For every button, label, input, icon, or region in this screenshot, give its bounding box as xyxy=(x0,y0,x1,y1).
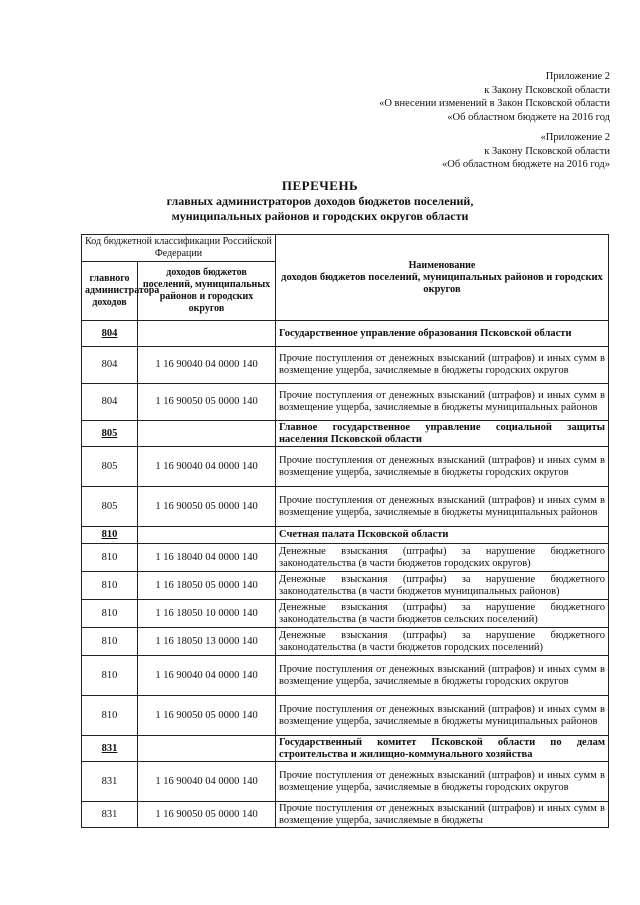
admin-code-cell: 831 xyxy=(82,736,138,762)
document-title xyxy=(0,178,640,224)
revenue-name-cell: Прочие поступления от денежных взысканий (штрафов) и иных сумм в возмещение ущерба, зачисляемые в бюджеты городских округов xyxy=(276,762,609,802)
revenue-code-cell xyxy=(138,527,276,544)
title-line-2: муниципальных районов и городских округов области xyxy=(171,209,469,223)
revenue-name-cell: Прочие поступления от денежных взысканий (штрафов) и иных сумм в возмещение ущерба, зачисляемые в бюджеты муниципальных районов xyxy=(276,384,609,421)
revenue-code-cell: 1 16 18050 10 0000 140 xyxy=(138,600,276,628)
header-name xyxy=(276,235,609,321)
table-row xyxy=(82,572,609,600)
table-row xyxy=(82,347,609,384)
admin-code-cell: 805 xyxy=(82,487,138,527)
appendix-line: Приложение 2 xyxy=(545,71,610,82)
revenue-code-cell: 1 16 90050 05 0000 140 xyxy=(138,487,276,527)
revenue-code-cell: 1 16 90050 05 0000 140 xyxy=(138,802,276,828)
revenue-code-cell xyxy=(138,421,276,447)
appendix-line: «Об областном бюджете на 2016 год» xyxy=(442,159,610,170)
table-row xyxy=(82,696,609,736)
admin-code-cell: 804 xyxy=(82,347,138,384)
admin-code-cell: 831 xyxy=(82,762,138,802)
revenue-name-cell: Денежные взыскания (штрафы) за нарушение бюджетного законодательства (в части бюджетов городских округов) xyxy=(276,544,609,572)
header-admin-code: главного администратора доходов xyxy=(82,262,138,321)
admin-code-cell: 805 xyxy=(82,447,138,487)
header-name-sub: доходов бюджетов поселений, муниципальных районов и городских округов xyxy=(281,271,603,295)
revenue-code-cell: 1 16 90040 04 0000 140 xyxy=(138,656,276,696)
revenue-code-cell: 1 16 90050 05 0000 140 xyxy=(138,696,276,736)
revenue-name-cell: Денежные взыскания (штрафы) за нарушение бюджетного законодательства (в части бюджетов городских поселений) xyxy=(276,628,609,656)
revenue-code-cell xyxy=(138,736,276,762)
table-row xyxy=(82,447,609,487)
revenue-code-cell: 1 16 18040 04 0000 140 xyxy=(138,544,276,572)
revenue-name-cell: Прочие поступления от денежных взысканий (штрафов) и иных сумм в возмещение ущерба, зачисляемые в бюджеты городских округов xyxy=(276,347,609,384)
revenue-name-cell: Прочие поступления от денежных взысканий (штрафов) и иных сумм в возмещение ущерба, зачисляемые в бюджеты муниципальных районов xyxy=(276,487,609,527)
revenue-name-cell: Главное государственное управление социальной защиты населения Псковской области xyxy=(276,421,609,447)
title-line-1: главных администраторов доходов бюджетов поселений, xyxy=(166,194,474,208)
admin-code-cell: 804 xyxy=(82,321,138,347)
admin-code-cell: 810 xyxy=(82,600,138,628)
title-heading: ПЕРЕЧЕНЬ xyxy=(281,178,359,193)
admin-code-cell: 831 xyxy=(82,802,138,828)
appendix-line: «О внесении изменений в Закон Псковской области xyxy=(379,98,610,109)
table-row xyxy=(82,600,609,628)
table-row xyxy=(82,628,609,656)
admin-code-cell: 810 xyxy=(82,696,138,736)
header-classification-code: Код бюджетной классификации Российской Федерации xyxy=(82,235,276,262)
table-row xyxy=(82,656,609,696)
revenue-code-cell xyxy=(138,321,276,347)
header-name-title: Наименование xyxy=(408,259,476,271)
admin-code-cell: 804 xyxy=(82,384,138,421)
revenue-name-cell: Прочие поступления от денежных взысканий (штрафов) и иных сумм в возмещение ущерба, зачисляемые в бюджеты городских округов xyxy=(276,656,609,696)
revenue-name-cell: Счетная палата Псковской области xyxy=(276,527,609,544)
revenue-name-cell: Прочие поступления от денежных взысканий (штрафов) и иных сумм в возмещение ущерба, зачисляемые в бюджеты муниципальных районов xyxy=(276,696,609,736)
revenue-code-cell: 1 16 90040 04 0000 140 xyxy=(138,447,276,487)
table-header-row xyxy=(82,235,609,262)
admin-code-cell: 810 xyxy=(82,656,138,696)
admin-code-cell: 810 xyxy=(82,544,138,572)
table-body xyxy=(82,321,609,828)
table-row xyxy=(82,762,609,802)
revenue-code-cell: 1 16 90040 04 0000 140 xyxy=(138,347,276,384)
revenue-name-cell: Государственное управление образования Псковской области xyxy=(276,321,609,347)
appendix-header-old xyxy=(442,131,610,172)
appendix-header-new xyxy=(379,70,610,124)
revenue-code-cell: 1 16 18050 13 0000 140 xyxy=(138,628,276,656)
revenue-name-cell: Прочие поступления от денежных взысканий (штрафов) и иных сумм в возмещение ущерба, зачисляемые в бюджеты xyxy=(276,802,609,828)
header-revenue-code: доходов бюджетов поселений, муниципальных районов и городских округов xyxy=(138,262,276,321)
appendix-line: к Закону Псковской области xyxy=(484,84,610,96)
administrator-row xyxy=(82,421,609,447)
table-row xyxy=(82,384,609,421)
admin-code-cell: 810 xyxy=(82,628,138,656)
appendix-line: к Закону Псковской области xyxy=(484,145,610,157)
revenue-name-cell: Денежные взыскания (штрафы) за нарушение бюджетного законодательства (в части бюджетов сельских поселений) xyxy=(276,600,609,628)
administrators-table xyxy=(81,234,609,828)
revenue-code-cell: 1 16 18050 05 0000 140 xyxy=(138,572,276,600)
table-row xyxy=(82,544,609,572)
table-row xyxy=(82,487,609,527)
revenue-code-cell: 1 16 90050 05 0000 140 xyxy=(138,384,276,421)
administrator-row xyxy=(82,736,609,762)
admin-code-cell: 810 xyxy=(82,572,138,600)
administrator-row xyxy=(82,321,609,347)
revenue-name-cell: Государственный комитет Псковской области по делам строительства и жилищно-коммунального хозяйства xyxy=(276,736,609,762)
administrator-row xyxy=(82,527,609,544)
revenue-name-cell: Прочие поступления от денежных взысканий (штрафов) и иных сумм в возмещение ущерба, зачисляемые в бюджеты городских округов xyxy=(276,447,609,487)
revenue-code-cell: 1 16 90040 04 0000 140 xyxy=(138,762,276,802)
appendix-line: «Приложение 2 xyxy=(540,132,610,143)
admin-code-cell: 810 xyxy=(82,527,138,544)
revenue-name-cell: Денежные взыскания (штрафы) за нарушение бюджетного законодательства (в части бюджетов муниципальных районов) xyxy=(276,572,609,600)
admin-code-cell: 805 xyxy=(82,421,138,447)
appendix-line: «Об областном бюджете на 2016 год xyxy=(447,111,610,123)
table-row xyxy=(82,802,609,828)
